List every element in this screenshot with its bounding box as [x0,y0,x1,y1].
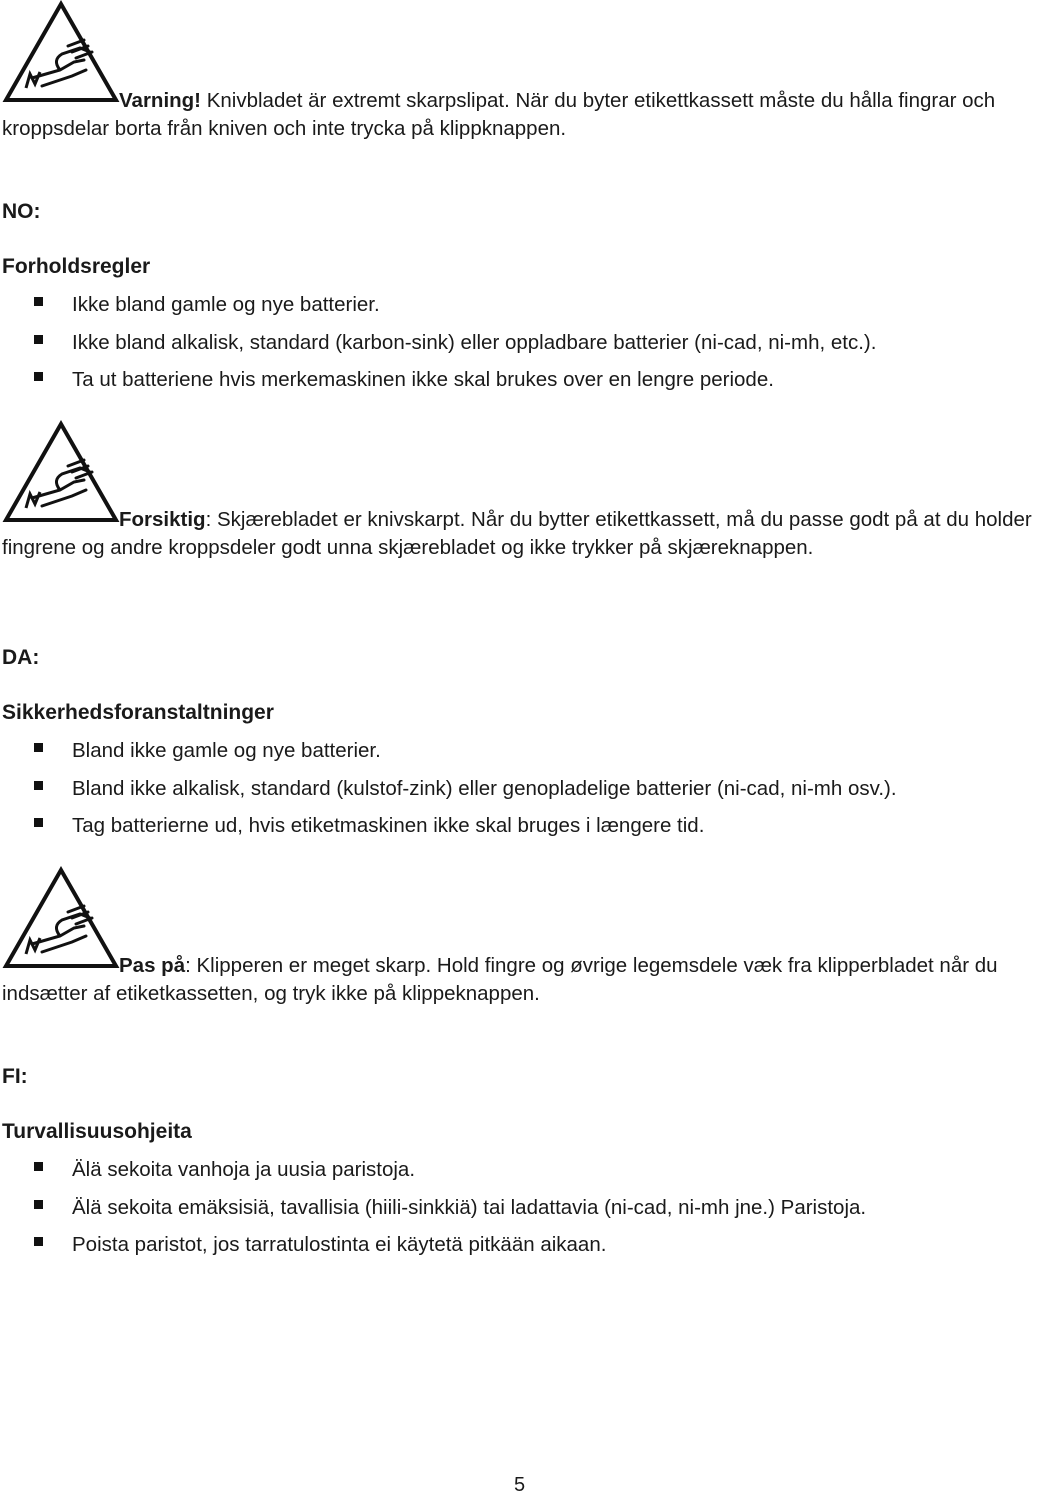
da-warning-text: : Klipperen er meget skarp. Hold fingre og øvrige legemsdele væk fra klipperbladet når du indsætter af etiketkassetten, og tryk ikke på klippeknappen. [2,954,998,1005]
bullet-icon [34,743,43,752]
da-lang-code: DA: [2,646,40,669]
no-section-title: Forholdsregler [2,255,151,278]
bullet-icon [34,1237,43,1246]
sv-warning-label: Varning! [119,89,202,112]
list-item: Ta ut batteriene hvis merkemaskinen ikke skal brukes over en lengre periode. [0,367,1039,405]
da-section-title: Sikkerhedsforanstaltninger [2,701,274,724]
bullet-icon [34,372,43,381]
da-bullet-list [0,738,1039,851]
bullet-icon [34,1162,43,1171]
bullet-icon [34,781,43,790]
fi-section-title: Turvallisuusohjeita [2,1120,192,1143]
bullet-icon [34,1200,43,1209]
fi-bullet-list [0,1157,1039,1270]
list-item: Älä sekoita vanhoja ja uusia paristoja. [0,1157,1039,1195]
page-number: 5 [513,1474,526,1496]
list-item: Bland ikke gamle og nye batterier. [0,738,1039,776]
fi-lang-code: FI: [2,1065,28,1088]
no-bullet-list [0,292,1039,405]
list-item: Älä sekoita emäksisiä, tavallisia (hiili-sinkkiä) tai ladattavia (ni-cad, ni-mh jne.) Paristoja. [0,1195,1039,1233]
list-item: Ikke bland gamle og nye batterier. [0,292,1039,330]
no-lang-code: NO: [2,200,41,223]
list-item: Poista paristot, jos tarratulostinta ei käytetä pitkään aikaan. [0,1232,1039,1270]
list-item: Tag batterierne ud, hvis etiketmaskinen ikke skal bruges i længere tid. [0,813,1039,851]
bullet-icon [34,297,43,306]
no-warning-label: Forsiktig [119,508,206,531]
list-item: Ikke bland alkalisk, standard (karbon-sink) eller oppladbare batterier (ni-cad, ni-mh, etc.). [0,330,1039,368]
list-item: Bland ikke alkalisk, standard (kulstof-zink) eller genopladelige batterier (ni-cad, ni-mh osv.). [0,776,1039,814]
sv-warning-text: Knivbladet är extremt skarpslipat. När du byter etikettkassett måste du hålla fingrar och kroppsdelar borta från kniven och inte trycka på klippknappen. [2,89,996,140]
bullet-icon [34,818,43,827]
no-warning-text: : Skjærebladet er knivskarpt. Når du bytter etikettkassett, må du passe godt på at du holder fingrene og andre kroppsdeler godt unna skjærebladet og ikke trykker på skjæreknappen. [2,508,1032,559]
da-warning-label: Pas på [119,954,186,977]
bullet-icon [34,335,43,344]
